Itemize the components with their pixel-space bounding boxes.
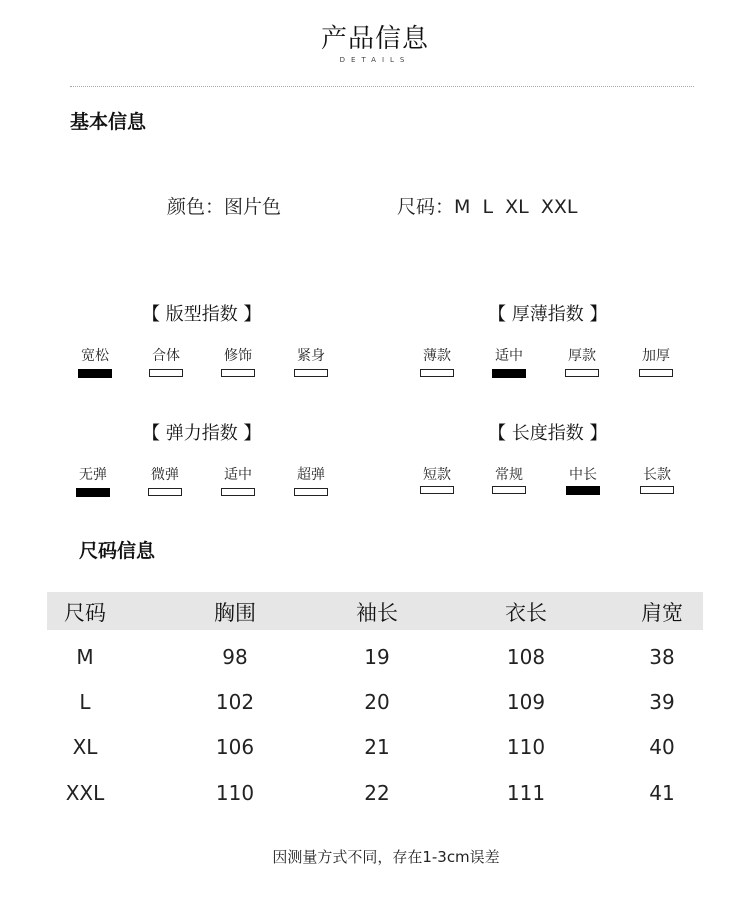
elasticity-option-label: 超弹 — [297, 467, 325, 483]
fit-option-label: 紧身 — [297, 348, 325, 364]
measurement-note: 因测量方式不同，存在1-3cm误差 — [272, 848, 500, 866]
fit-option-indicator — [149, 369, 183, 377]
table-cell: 110 — [215, 781, 255, 805]
dotted-divider — [70, 86, 694, 87]
table-cell: 20 — [364, 690, 390, 714]
size-label: 尺码： — [397, 196, 455, 218]
fit-option-label: 修饰 — [224, 348, 252, 364]
table-cell: 40 — [649, 735, 675, 759]
thickness-index-title: 【 厚薄指数 】 — [488, 304, 608, 325]
thickness-option-indicator-selected — [492, 369, 526, 378]
table-column-header: 衣长 — [505, 601, 547, 625]
length-option-indicator — [492, 486, 526, 494]
elasticity-index-title: 【 弹力指数 】 — [142, 423, 262, 444]
table-cell: XXL — [65, 781, 105, 805]
page-subtitle: DETAILS — [339, 56, 411, 64]
thickness-option-indicator — [639, 369, 673, 377]
thickness-option-label: 厚款 — [568, 348, 596, 364]
length-option-label: 短款 — [423, 467, 451, 483]
table-cell: 108 — [506, 645, 546, 669]
elasticity-option-label: 无弹 — [79, 467, 107, 483]
color-info — [167, 192, 281, 219]
fit-option-label: 宽松 — [81, 348, 109, 364]
color-label: 颜色： — [167, 196, 225, 218]
elasticity-option-label: 适中 — [224, 467, 252, 483]
thickness-option-label: 加厚 — [642, 348, 670, 364]
length-option-label: 中长 — [569, 467, 597, 483]
length-option-indicator — [640, 486, 674, 494]
size-info-heading: 尺码信息 — [79, 540, 156, 562]
thickness-option-indicator — [565, 369, 599, 377]
table-cell: M — [76, 645, 94, 669]
length-index-title: 【 长度指数 】 — [488, 423, 608, 444]
length-option-label: 长款 — [643, 467, 671, 483]
thickness-option-indicator — [420, 369, 454, 377]
elasticity-option-indicator — [294, 488, 328, 496]
table-cell: 19 — [364, 645, 390, 669]
table-cell: 41 — [649, 781, 675, 805]
fit-option-indicator-selected — [78, 369, 112, 378]
page-title: 产品信息 — [320, 24, 429, 54]
length-option-indicator — [420, 486, 454, 494]
table-cell: 109 — [506, 690, 546, 714]
table-cell: 22 — [364, 781, 390, 805]
table-cell: 39 — [649, 690, 675, 714]
table-cell: 38 — [649, 645, 675, 669]
table-cell: 106 — [215, 735, 255, 759]
elasticity-option-indicator — [148, 488, 182, 496]
table-column-header: 肩宽 — [641, 601, 683, 625]
table-cell: 102 — [215, 690, 255, 714]
size-value: M L XL XXL — [454, 196, 578, 218]
table-cell: 98 — [222, 645, 248, 669]
table-cell: XL — [72, 735, 98, 759]
table-column-header: 胸围 — [214, 601, 256, 625]
elasticity-option-indicator-selected — [76, 488, 110, 497]
table-cell: 110 — [506, 735, 546, 759]
length-option-indicator-selected — [566, 486, 600, 495]
table-column-header: 尺码 — [64, 601, 106, 625]
elasticity-option-label: 微弹 — [151, 467, 179, 483]
thickness-option-label: 薄款 — [423, 348, 451, 364]
color-value: 图片色 — [224, 196, 282, 218]
table-cell: 111 — [506, 781, 546, 805]
elasticity-option-indicator — [221, 488, 255, 496]
basic-info-heading: 基本信息 — [70, 111, 147, 133]
fit-option-indicator — [221, 369, 255, 377]
fit-option-indicator — [294, 369, 328, 377]
size-info — [397, 192, 577, 219]
length-option-label: 常规 — [495, 467, 523, 483]
fit-index-title: 【 版型指数 】 — [142, 304, 262, 325]
thickness-option-label: 适中 — [495, 348, 523, 364]
table-cell: 21 — [364, 735, 390, 759]
table-cell: L — [79, 690, 91, 714]
fit-option-label: 合体 — [152, 348, 180, 364]
table-column-header: 袖长 — [356, 601, 398, 625]
